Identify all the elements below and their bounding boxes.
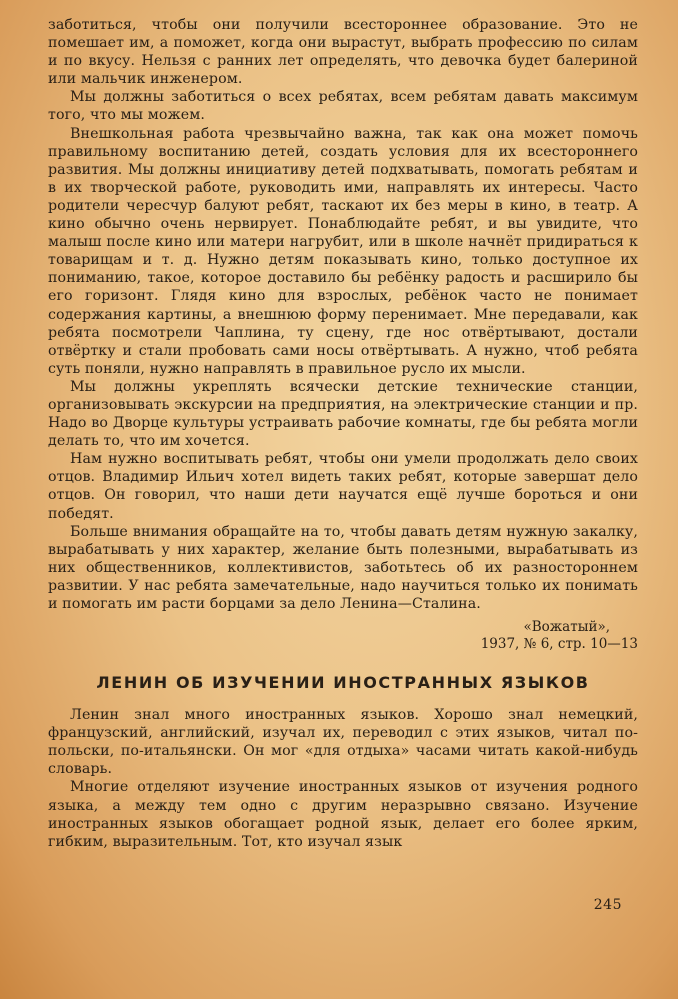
paragraph-4: Мы должны укреплять всячески детские технические станции, организовывать экскурсии на предприятия, на электрические станции и пр. Надо во Дворце культуры устраивать рабочие комнаты, где бы ребята могли делать то, что им хочется. [48,378,638,450]
source-journal: «Вожатый», [523,619,610,636]
paragraph-6: Больше внимания обращайте на то, чтобы давать детям нужную закалку, вырабатывать у них характер, желание быть полезными, вырабатывать из них общественников, коллективистов, заботьтесь об их разностороннем развитии. У нас ребята замечательные, надо научиться только их понимать и помогать им расти борцами за дело Ленина—Сталина. [48,523,638,612]
paragraph-3: Внешкольная работа чрезвычайно важна, так как она может помочь правильному воспитанию детей, создать условия для их всестороннего развития. Мы должны инициативу детей подхватывать, помогать ребятам и в их творческой работе, руководить ими, направлять их интересы. Часто родители чересчур балуют ребят, таскают их без меры в кино, в театр. А кино обычно очень нервирует. Понаблюдайте ребят, и вы увидите, что малыш после кино или матери нагрубит, или в школе начнёт придираться к товарищам и т. д. Нужно детям показывать кино, только доступное их пониманию, такое, которое доставило бы ребёнку радость и расширило бы его горизонт. Глядя кино для взрослых, ребёнок часто не понимает содержания картины, а внешнюю форму перенимает. Мне передавали, как ребята посмотрели Чаплина, ту сцену, где нос отвёртывают, достали отвёртку и стали пробовать сами носы отвёртывать. А нужно, чтоб ребята суть поняли, нужно направлять в правильное русло их мысли. [48,125,638,377]
paragraph-2: Мы должны заботиться о всех ребятах, всем ребятам давать максимум того, что мы можем. [48,89,638,124]
source-citation [48,619,638,653]
paragraph-1: заботиться, чтобы они получили всестороннее образование. Это не помешает им, а поможет, когда они вырастут, выбрать профессию по силам и по вкусу. Нельзя с ранних лет определять, что девочка будет балериной или мальчик инженером. [48,17,638,88]
paragraph-8: Многие отделяют изучение иностранных языков от изучения родного языка, а между тем одно с другим неразрывно связано. Изучение иностранных языков обогащает родной язык, делает его более ярким, гибким, выразительным. Тот, кто изучал язык [48,779,638,850]
section-heading: ЛЕНИН ОБ ИЗУЧЕНИИ ИНОСТРАННЫХ ЯЗЫКОВ [96,673,590,693]
page-number: 245 [593,897,622,913]
paragraph-7: Ленин знал много иностранных языков. Хорошо знал немецкий, французский, английский, изучал их, переводил с этих языков, читал по-польски, по-итальянски. Он мог «для отдыха» часами читать какой-нибудь словарь. [48,707,638,778]
book-page [48,16,638,851]
source-issue: 1937, № 6, стр. 10—13 [480,636,638,653]
paragraph-5: Нам нужно воспитывать ребят, чтобы они умели продолжать дело своих отцов. Владимир Ильич хотел видеть таких ребят, которые завершат дело отцов. Он говорил, что наши дети научатся ещё лучше бороться и они победят. [48,451,638,522]
